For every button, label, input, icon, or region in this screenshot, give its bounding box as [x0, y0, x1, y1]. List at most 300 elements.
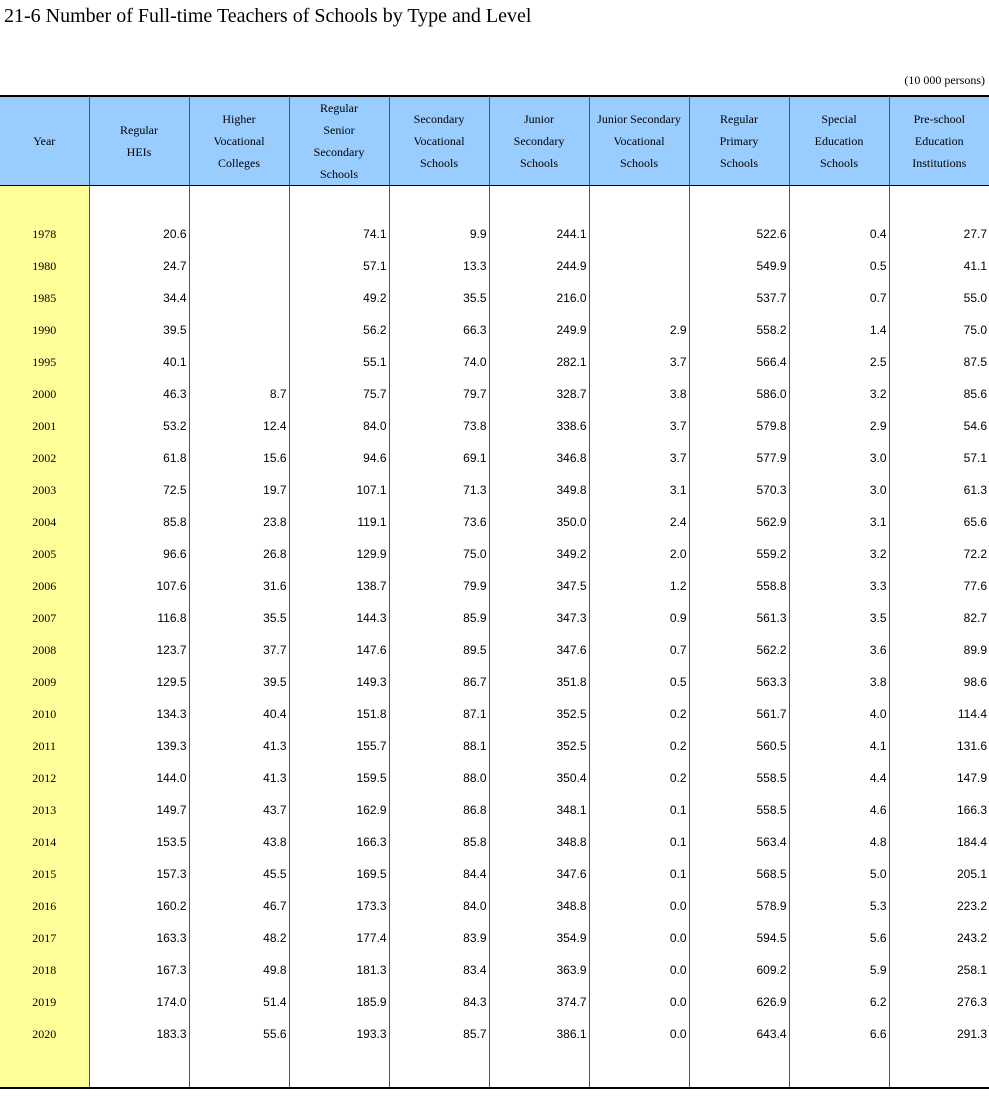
header-line: Vocational	[613, 134, 665, 148]
table-body	[0, 186, 989, 1089]
year-cell: 2008	[0, 634, 89, 666]
value-cell: 563.3	[689, 666, 789, 698]
value-cell: 193.3	[289, 1018, 389, 1050]
empty-cell	[89, 186, 189, 219]
value-cell: 0.0	[589, 954, 689, 986]
value-cell: 166.3	[889, 794, 989, 826]
value-cell: 3.8	[589, 378, 689, 410]
value-cell: 153.5	[89, 826, 189, 858]
value-cell: 338.6	[489, 410, 589, 442]
empty-cell	[789, 186, 889, 219]
value-cell: 144.3	[289, 602, 389, 634]
value-cell	[189, 314, 289, 346]
year-cell: 1978	[0, 218, 89, 250]
value-cell: 282.1	[489, 346, 589, 378]
value-cell: 134.3	[89, 698, 189, 730]
table-row	[0, 474, 989, 506]
empty-cell	[489, 186, 589, 219]
value-cell: 49.2	[289, 282, 389, 314]
tail-row	[0, 1050, 989, 1088]
table-row	[0, 378, 989, 410]
value-cell: 85.8	[89, 506, 189, 538]
value-cell: 3.8	[789, 666, 889, 698]
value-cell: 4.1	[789, 730, 889, 762]
value-cell: 6.2	[789, 986, 889, 1018]
value-cell: 183.3	[89, 1018, 189, 1050]
value-cell: 65.6	[889, 506, 989, 538]
value-cell: 56.2	[289, 314, 389, 346]
value-cell: 84.3	[389, 986, 489, 1018]
year-cell: 2012	[0, 762, 89, 794]
value-cell: 87.1	[389, 698, 489, 730]
value-cell: 5.0	[789, 858, 889, 890]
value-cell: 61.8	[89, 442, 189, 474]
year-cell: 2007	[0, 602, 89, 634]
value-cell: 173.3	[289, 890, 389, 922]
value-cell: 31.6	[189, 570, 289, 602]
header-line: Junior	[524, 112, 554, 126]
header-special-education	[789, 96, 889, 186]
value-cell: 147.6	[289, 634, 389, 666]
value-cell: 2.5	[789, 346, 889, 378]
empty-cell	[789, 1050, 889, 1088]
header-regular-heis	[89, 96, 189, 186]
header-line: Schools	[819, 156, 858, 170]
value-cell: 34.4	[89, 282, 189, 314]
value-cell: 35.5	[189, 602, 289, 634]
value-cell: 0.0	[589, 1018, 689, 1050]
value-cell: 346.8	[489, 442, 589, 474]
value-cell: 82.7	[889, 602, 989, 634]
year-cell: 2019	[0, 986, 89, 1018]
value-cell: 20.6	[89, 218, 189, 250]
value-cell: 0.2	[589, 762, 689, 794]
header-line: Vocational	[213, 134, 265, 148]
empty-cell	[0, 186, 89, 219]
value-cell: 107.1	[289, 474, 389, 506]
value-cell: 84.0	[389, 890, 489, 922]
value-cell: 53.2	[89, 410, 189, 442]
value-cell: 249.9	[489, 314, 589, 346]
empty-cell	[589, 1050, 689, 1088]
value-cell: 549.9	[689, 250, 789, 282]
value-cell: 39.5	[189, 666, 289, 698]
year-cell: 2000	[0, 378, 89, 410]
year-cell: 2009	[0, 666, 89, 698]
value-cell: 24.7	[89, 250, 189, 282]
table-row	[0, 986, 989, 1018]
value-cell: 41.3	[189, 730, 289, 762]
value-cell: 0.2	[589, 698, 689, 730]
teachers-table	[0, 95, 989, 1089]
value-cell: 87.5	[889, 346, 989, 378]
year-cell: 2011	[0, 730, 89, 762]
value-cell: 83.9	[389, 922, 489, 954]
value-cell: 350.0	[489, 506, 589, 538]
value-cell: 66.3	[389, 314, 489, 346]
value-cell: 561.7	[689, 698, 789, 730]
value-cell: 69.1	[389, 442, 489, 474]
table-header	[0, 96, 989, 186]
value-cell: 86.8	[389, 794, 489, 826]
value-cell: 88.0	[389, 762, 489, 794]
value-cell: 347.5	[489, 570, 589, 602]
value-cell: 2.4	[589, 506, 689, 538]
value-cell: 0.1	[589, 826, 689, 858]
header-higher-vocational	[189, 96, 289, 186]
value-cell: 348.8	[489, 826, 589, 858]
value-cell: 85.7	[389, 1018, 489, 1050]
table-row	[0, 954, 989, 986]
header-line: Special	[821, 112, 857, 126]
value-cell: 5.3	[789, 890, 889, 922]
value-cell: 347.3	[489, 602, 589, 634]
value-cell: 558.5	[689, 794, 789, 826]
value-cell	[589, 282, 689, 314]
value-cell: 3.2	[789, 378, 889, 410]
value-cell: 562.9	[689, 506, 789, 538]
value-cell: 609.2	[689, 954, 789, 986]
value-cell: 114.4	[889, 698, 989, 730]
value-cell: 0.0	[589, 890, 689, 922]
value-cell: 3.2	[789, 538, 889, 570]
value-cell: 0.9	[589, 602, 689, 634]
value-cell: 350.4	[489, 762, 589, 794]
value-cell: 123.7	[89, 634, 189, 666]
value-cell: 138.7	[289, 570, 389, 602]
header-line: Secondary	[313, 145, 365, 159]
header-line: Vocational	[413, 134, 465, 148]
value-cell: 0.5	[789, 250, 889, 282]
value-cell: 51.4	[189, 986, 289, 1018]
value-cell: 6.6	[789, 1018, 889, 1050]
value-cell: 568.5	[689, 858, 789, 890]
value-cell: 3.6	[789, 634, 889, 666]
header-line: Secondary	[513, 134, 565, 148]
table-row	[0, 730, 989, 762]
empty-cell	[289, 186, 389, 219]
header-line: Primary	[719, 134, 759, 148]
value-cell: 561.3	[689, 602, 789, 634]
empty-cell	[189, 186, 289, 219]
value-cell: 149.7	[89, 794, 189, 826]
table-row	[0, 890, 989, 922]
table-row	[0, 218, 989, 250]
value-cell: 71.3	[389, 474, 489, 506]
value-cell: 0.5	[589, 666, 689, 698]
value-cell: 0.4	[789, 218, 889, 250]
value-cell: 374.7	[489, 986, 589, 1018]
value-cell: 177.4	[289, 922, 389, 954]
value-cell: 0.1	[589, 794, 689, 826]
value-cell: 184.4	[889, 826, 989, 858]
value-cell: 55.0	[889, 282, 989, 314]
value-cell: 3.5	[789, 602, 889, 634]
value-cell: 79.7	[389, 378, 489, 410]
value-cell: 386.1	[489, 1018, 589, 1050]
value-cell: 2.9	[589, 314, 689, 346]
value-cell: 119.1	[289, 506, 389, 538]
table-row	[0, 826, 989, 858]
value-cell: 352.5	[489, 730, 589, 762]
value-cell: 167.3	[89, 954, 189, 986]
header-regular-primary	[689, 96, 789, 186]
value-cell: 0.1	[589, 858, 689, 890]
value-cell: 77.6	[889, 570, 989, 602]
value-cell: 129.5	[89, 666, 189, 698]
value-cell: 40.4	[189, 698, 289, 730]
value-cell: 244.1	[489, 218, 589, 250]
value-cell: 83.4	[389, 954, 489, 986]
value-cell	[589, 218, 689, 250]
empty-cell	[389, 186, 489, 219]
year-cell: 2005	[0, 538, 89, 570]
value-cell: 1.4	[789, 314, 889, 346]
value-cell: 55.6	[189, 1018, 289, 1050]
value-cell: 216.0	[489, 282, 589, 314]
value-cell: 98.6	[889, 666, 989, 698]
value-cell: 586.0	[689, 378, 789, 410]
value-cell: 85.8	[389, 826, 489, 858]
value-cell: 144.0	[89, 762, 189, 794]
value-cell: 37.7	[189, 634, 289, 666]
value-cell: 94.6	[289, 442, 389, 474]
header-line: Colleges	[218, 156, 260, 170]
value-cell: 2.9	[789, 410, 889, 442]
value-cell	[589, 250, 689, 282]
table-row	[0, 602, 989, 634]
table-row	[0, 282, 989, 314]
header-line: Regular	[720, 112, 758, 126]
value-cell: 560.5	[689, 730, 789, 762]
value-cell: 347.6	[489, 634, 589, 666]
year-cell: 1995	[0, 346, 89, 378]
value-cell: 3.7	[589, 442, 689, 474]
value-cell: 48.2	[189, 922, 289, 954]
empty-cell	[689, 1050, 789, 1088]
value-cell: 84.4	[389, 858, 489, 890]
value-cell: 594.5	[689, 922, 789, 954]
value-cell: 49.8	[189, 954, 289, 986]
table-row	[0, 634, 989, 666]
value-cell: 163.3	[89, 922, 189, 954]
value-cell: 3.7	[589, 410, 689, 442]
value-cell: 159.5	[289, 762, 389, 794]
value-cell	[189, 218, 289, 250]
header-line: Regular	[320, 101, 358, 115]
empty-cell	[389, 1050, 489, 1088]
value-cell: 328.7	[489, 378, 589, 410]
table-row	[0, 506, 989, 538]
value-cell: 39.5	[89, 314, 189, 346]
value-cell: 4.0	[789, 698, 889, 730]
value-cell: 74.1	[289, 218, 389, 250]
year-cell: 2017	[0, 922, 89, 954]
value-cell: 4.4	[789, 762, 889, 794]
table-row	[0, 858, 989, 890]
value-cell: 626.9	[689, 986, 789, 1018]
year-cell: 2001	[0, 410, 89, 442]
table-row	[0, 570, 989, 602]
value-cell: 185.9	[289, 986, 389, 1018]
value-cell: 8.7	[189, 378, 289, 410]
year-cell: 2020	[0, 1018, 89, 1050]
value-cell: 45.5	[189, 858, 289, 890]
value-cell: 40.1	[89, 346, 189, 378]
year-cell: 2018	[0, 954, 89, 986]
value-cell: 348.8	[489, 890, 589, 922]
value-cell	[189, 282, 289, 314]
year-cell: 1980	[0, 250, 89, 282]
value-cell: 352.5	[489, 698, 589, 730]
value-cell: 0.0	[589, 922, 689, 954]
header-line: Schools	[319, 167, 358, 181]
value-cell: 41.3	[189, 762, 289, 794]
table-row	[0, 794, 989, 826]
value-cell: 43.7	[189, 794, 289, 826]
empty-cell	[889, 186, 989, 219]
value-cell: 354.9	[489, 922, 589, 954]
value-cell	[189, 346, 289, 378]
table-row	[0, 1018, 989, 1050]
value-cell: 41.1	[889, 250, 989, 282]
value-cell: 205.1	[889, 858, 989, 890]
value-cell: 566.4	[689, 346, 789, 378]
value-cell: 166.3	[289, 826, 389, 858]
empty-cell	[0, 1050, 89, 1088]
value-cell: 116.8	[89, 602, 189, 634]
header-line: Schools	[619, 156, 658, 170]
value-cell: 88.1	[389, 730, 489, 762]
value-cell: 61.3	[889, 474, 989, 506]
value-cell: 244.9	[489, 250, 589, 282]
value-cell: 72.5	[89, 474, 189, 506]
value-cell: 349.2	[489, 538, 589, 570]
header-secondary-vocational	[389, 96, 489, 186]
year-cell: 2006	[0, 570, 89, 602]
header-line: Institutions	[912, 156, 967, 170]
value-cell: 73.8	[389, 410, 489, 442]
value-cell: 243.2	[889, 922, 989, 954]
value-cell: 149.3	[289, 666, 389, 698]
header-line: Schools	[719, 156, 758, 170]
header-year: Year	[0, 96, 89, 186]
year-cell: 2013	[0, 794, 89, 826]
value-cell: 643.4	[689, 1018, 789, 1050]
value-cell: 363.9	[489, 954, 589, 986]
value-cell: 578.9	[689, 890, 789, 922]
table-row	[0, 346, 989, 378]
value-cell: 35.5	[389, 282, 489, 314]
value-cell: 5.9	[789, 954, 889, 986]
value-cell: 0.2	[589, 730, 689, 762]
year-cell: 1990	[0, 314, 89, 346]
value-cell: 96.6	[89, 538, 189, 570]
value-cell: 162.9	[289, 794, 389, 826]
value-cell: 85.9	[389, 602, 489, 634]
value-cell: 0.7	[589, 634, 689, 666]
table-row	[0, 666, 989, 698]
year-cell: 1985	[0, 282, 89, 314]
year-cell: 2002	[0, 442, 89, 474]
value-cell: 5.6	[789, 922, 889, 954]
table-row	[0, 762, 989, 794]
value-cell: 75.0	[889, 314, 989, 346]
empty-cell	[889, 1050, 989, 1088]
value-cell: 160.2	[89, 890, 189, 922]
value-cell: 107.6	[89, 570, 189, 602]
value-cell: 13.3	[389, 250, 489, 282]
year-cell: 2010	[0, 698, 89, 730]
table-row	[0, 538, 989, 570]
year-cell: 2016	[0, 890, 89, 922]
value-cell: 2.0	[589, 538, 689, 570]
value-cell: 89.9	[889, 634, 989, 666]
value-cell: 558.5	[689, 762, 789, 794]
table-row	[0, 922, 989, 954]
value-cell: 0.0	[589, 986, 689, 1018]
header-line: Education	[914, 134, 964, 148]
value-cell: 74.0	[389, 346, 489, 378]
header-line: Schools	[519, 156, 558, 170]
value-cell: 55.1	[289, 346, 389, 378]
unit-label: (10 000 persons)	[904, 73, 985, 87]
year-cell: 2014	[0, 826, 89, 858]
table-row	[0, 410, 989, 442]
value-cell: 348.1	[489, 794, 589, 826]
value-cell: 57.1	[889, 442, 989, 474]
value-cell: 563.4	[689, 826, 789, 858]
value-cell: 174.0	[89, 986, 189, 1018]
year-cell: 2015	[0, 858, 89, 890]
value-cell: 147.9	[889, 762, 989, 794]
empty-cell	[689, 186, 789, 219]
value-cell: 579.8	[689, 410, 789, 442]
value-cell: 181.3	[289, 954, 389, 986]
header-line: Junior Secondary	[597, 112, 681, 126]
header-line: Senior	[323, 123, 355, 137]
year-cell: 2004	[0, 506, 89, 538]
table-row	[0, 250, 989, 282]
value-cell: 75.7	[289, 378, 389, 410]
value-cell: 57.1	[289, 250, 389, 282]
value-cell: 73.6	[389, 506, 489, 538]
header-preschool	[889, 96, 989, 186]
value-cell: 291.3	[889, 1018, 989, 1050]
table-row	[0, 698, 989, 730]
value-cell: 169.5	[289, 858, 389, 890]
table-row	[0, 314, 989, 346]
value-cell: 3.1	[589, 474, 689, 506]
header-line: Secondary	[413, 112, 465, 126]
value-cell: 559.2	[689, 538, 789, 570]
value-cell: 12.4	[189, 410, 289, 442]
value-cell: 84.0	[289, 410, 389, 442]
value-cell: 258.1	[889, 954, 989, 986]
value-cell: 19.7	[189, 474, 289, 506]
value-cell: 3.7	[589, 346, 689, 378]
header-line: Pre-school	[913, 112, 965, 126]
value-cell: 72.2	[889, 538, 989, 570]
value-cell: 351.8	[489, 666, 589, 698]
header-junior-secondary-vocational	[589, 96, 689, 186]
value-cell: 537.7	[689, 282, 789, 314]
value-cell	[189, 250, 289, 282]
header-line: Schools	[419, 156, 458, 170]
header-line: HEIs	[126, 145, 152, 159]
value-cell: 4.6	[789, 794, 889, 826]
value-cell: 151.8	[289, 698, 389, 730]
